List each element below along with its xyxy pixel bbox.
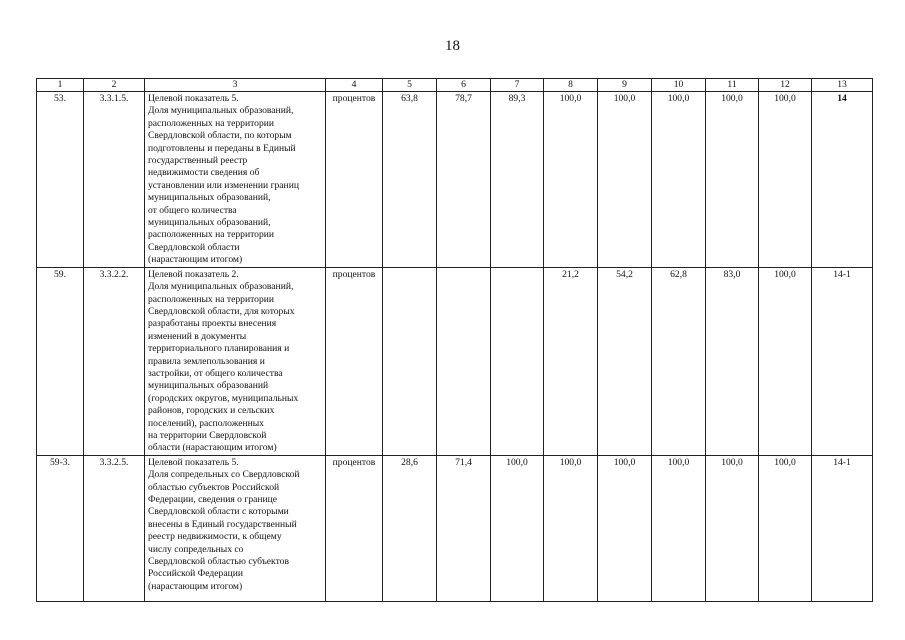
row-value-10: 62,8 (652, 267, 706, 455)
row-value-10: 100,0 (652, 455, 706, 601)
table-row (37, 455, 873, 601)
table-row (37, 92, 873, 268)
row-value-9: 100,0 (598, 455, 652, 601)
row-description: Целевой показатель 5. Доля сопредельных со Свердловской областью субъектов Российской Федерации, сведения о границе Свердловской области с которыми внесены в Единый государственный реестр недвижимости, к общему числу сопредельных со Свердловской областью субъектов Российской Федерации (нарастающим итогом) (145, 455, 326, 601)
row-value-5 (383, 267, 437, 455)
header-cell-12: 12 (759, 79, 812, 92)
row-source: 14-1 (812, 455, 873, 601)
header-cell-4: 4 (326, 79, 383, 92)
header-cell-8: 8 (544, 79, 598, 92)
table-header (37, 79, 873, 92)
header-cell-1: 1 (37, 79, 84, 92)
row-value-12: 100,0 (759, 455, 812, 601)
row-value-11: 100,0 (706, 455, 759, 601)
row-number: 59-3. (37, 455, 84, 601)
page-number: 18 (445, 38, 460, 54)
row-value-9: 54,2 (598, 267, 652, 455)
row-description: Целевой показатель 5. Доля муниципальных образований, расположенных на территории Свердловской области, по которым подготовлены и переданы в Единый государственный реестр недвижимости сведения об установлении или изменении границ муниципальных образований, от общего количества муниципальных образований, расположенных на территории Свердловской области (нарастающим итогом) (145, 92, 326, 268)
row-value-9: 100,0 (598, 92, 652, 268)
header-cell-5: 5 (383, 79, 437, 92)
indicators-table (36, 78, 873, 602)
row-value-7: 89,3 (491, 92, 544, 268)
row-number: 59. (37, 267, 84, 455)
header-cell-9: 9 (598, 79, 652, 92)
row-value-6: 78,7 (437, 92, 491, 268)
row-value-12: 100,0 (759, 92, 812, 268)
header-row (37, 79, 873, 92)
row-value-6: 71,4 (437, 455, 491, 601)
row-value-8: 100,0 (544, 455, 598, 601)
row-source: 14-1 (812, 267, 873, 455)
row-value-5: 63,8 (383, 92, 437, 268)
row-source: 14 (812, 92, 873, 268)
row-value-12: 100,0 (759, 267, 812, 455)
header-cell-2: 2 (84, 79, 145, 92)
header-cell-10: 10 (652, 79, 706, 92)
header-cell-13: 13 (812, 79, 873, 92)
row-number: 53. (37, 92, 84, 268)
row-code: 3.3.2.2. (84, 267, 145, 455)
row-value-7 (491, 267, 544, 455)
table-row (37, 267, 873, 455)
header-cell-11: 11 (706, 79, 759, 92)
row-value-11: 83,0 (706, 267, 759, 455)
row-description: Целевой показатель 2. Доля муниципальных образований, расположенных на территории Свердловской области, для которых разработаны проекты внесения изменений в документы территориального планирования и правила землепользования и застройки, от общего количества муниципальных образований (городских округов, муниципальных районов, городских и сельских поселений), расположенных на территории Свердловской области (нарастающим итогом) (145, 267, 326, 455)
row-value-11: 100,0 (706, 92, 759, 268)
row-code: 3.3.2.5. (84, 455, 145, 601)
row-unit: процентов (326, 92, 383, 268)
row-code: 3.3.1.5. (84, 92, 145, 268)
row-value-8: 100,0 (544, 92, 598, 268)
row-value-6 (437, 267, 491, 455)
row-value-10: 100,0 (652, 92, 706, 268)
row-unit: процентов (326, 455, 383, 601)
row-value-8: 21,2 (544, 267, 598, 455)
header-cell-7: 7 (491, 79, 544, 92)
header-cell-6: 6 (437, 79, 491, 92)
row-value-5: 28,6 (383, 455, 437, 601)
header-cell-3: 3 (145, 79, 326, 92)
row-unit: процентов (326, 267, 383, 455)
row-value-7: 100,0 (491, 455, 544, 601)
